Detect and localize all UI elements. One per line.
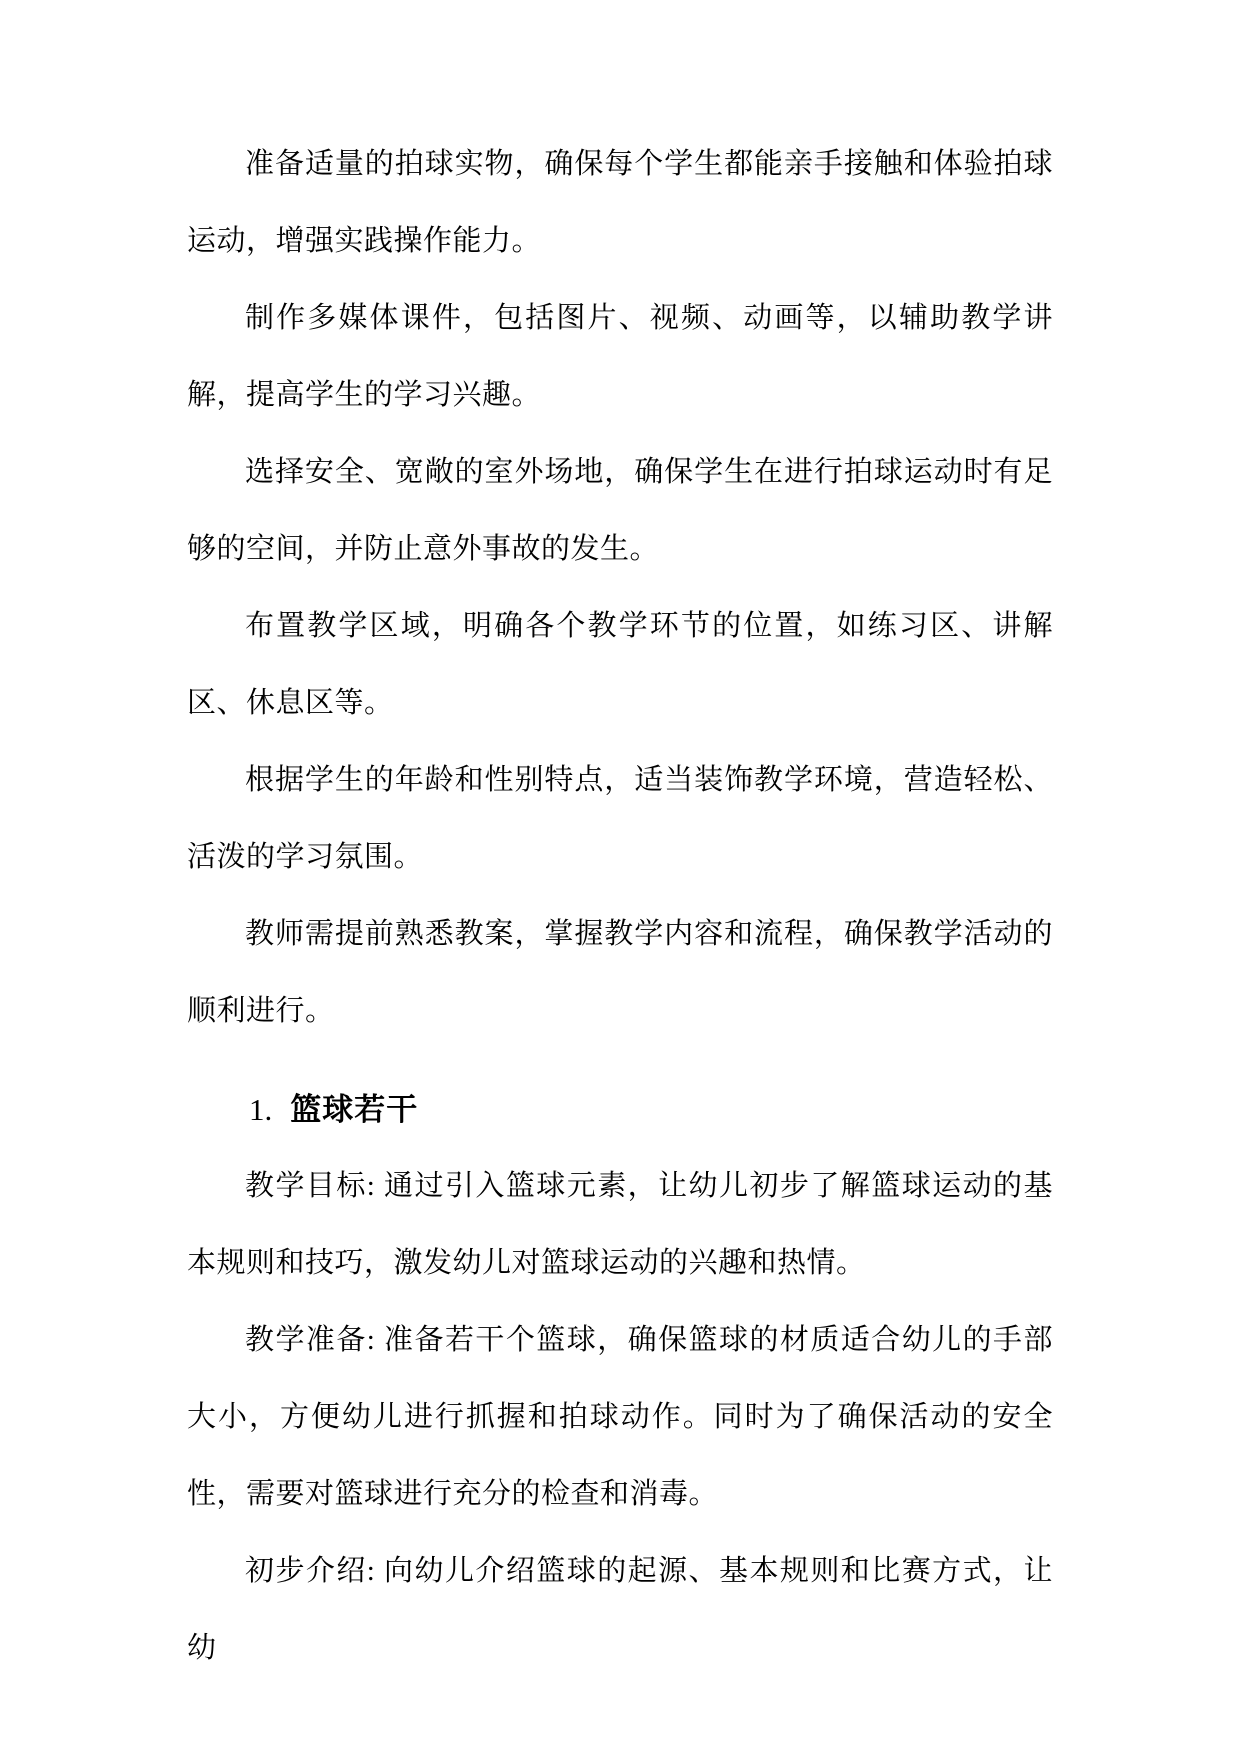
heading-number: 1.	[249, 1092, 273, 1127]
section-heading	[187, 1071, 1053, 1148]
paragraph: 教学准备: 准备若干个篮球，确保篮球的材质适合幼儿的手部大小，方便幼儿进行抓握和拍球动作。同时为了确保活动的安全性，需要对篮球进行充分的检查和消毒。	[187, 1324, 1053, 1510]
paragraph: 初步介绍: 向幼儿介绍篮球的起源、基本规则和比赛方式，让幼	[187, 1555, 1053, 1664]
paragraph: 准备适量的拍球实物，确保每个学生都能亲手接触和体验拍球运动，增强实践操作能力。	[187, 148, 1053, 257]
heading-text: 篮球若干	[290, 1092, 419, 1127]
paragraph: 教师需提前熟悉教案，掌握教学内容和流程，确保教学活动的顺利进行。	[187, 918, 1053, 1027]
paragraph: 教学目标: 通过引入篮球元素，让幼儿初步了解篮球运动的基本规则和技巧，激发幼儿对篮球运动的兴趣和热情。	[187, 1170, 1053, 1279]
paragraph: 选择安全、宽敞的室外场地，确保学生在进行拍球运动时有足够的空间，并防止意外事故的发生。	[187, 456, 1053, 565]
paragraph: 制作多媒体课件，包括图片、视频、动画等，以辅助教学讲解，提高学生的学习兴趣。	[187, 302, 1053, 411]
paragraph: 布置教学区域，明确各个教学环节的位置，如练习区、讲解区、休息区等。	[187, 610, 1053, 719]
paragraph: 根据学生的年龄和性别特点，适当装饰教学环境，营造轻松、活泼的学习氛围。	[187, 764, 1053, 873]
